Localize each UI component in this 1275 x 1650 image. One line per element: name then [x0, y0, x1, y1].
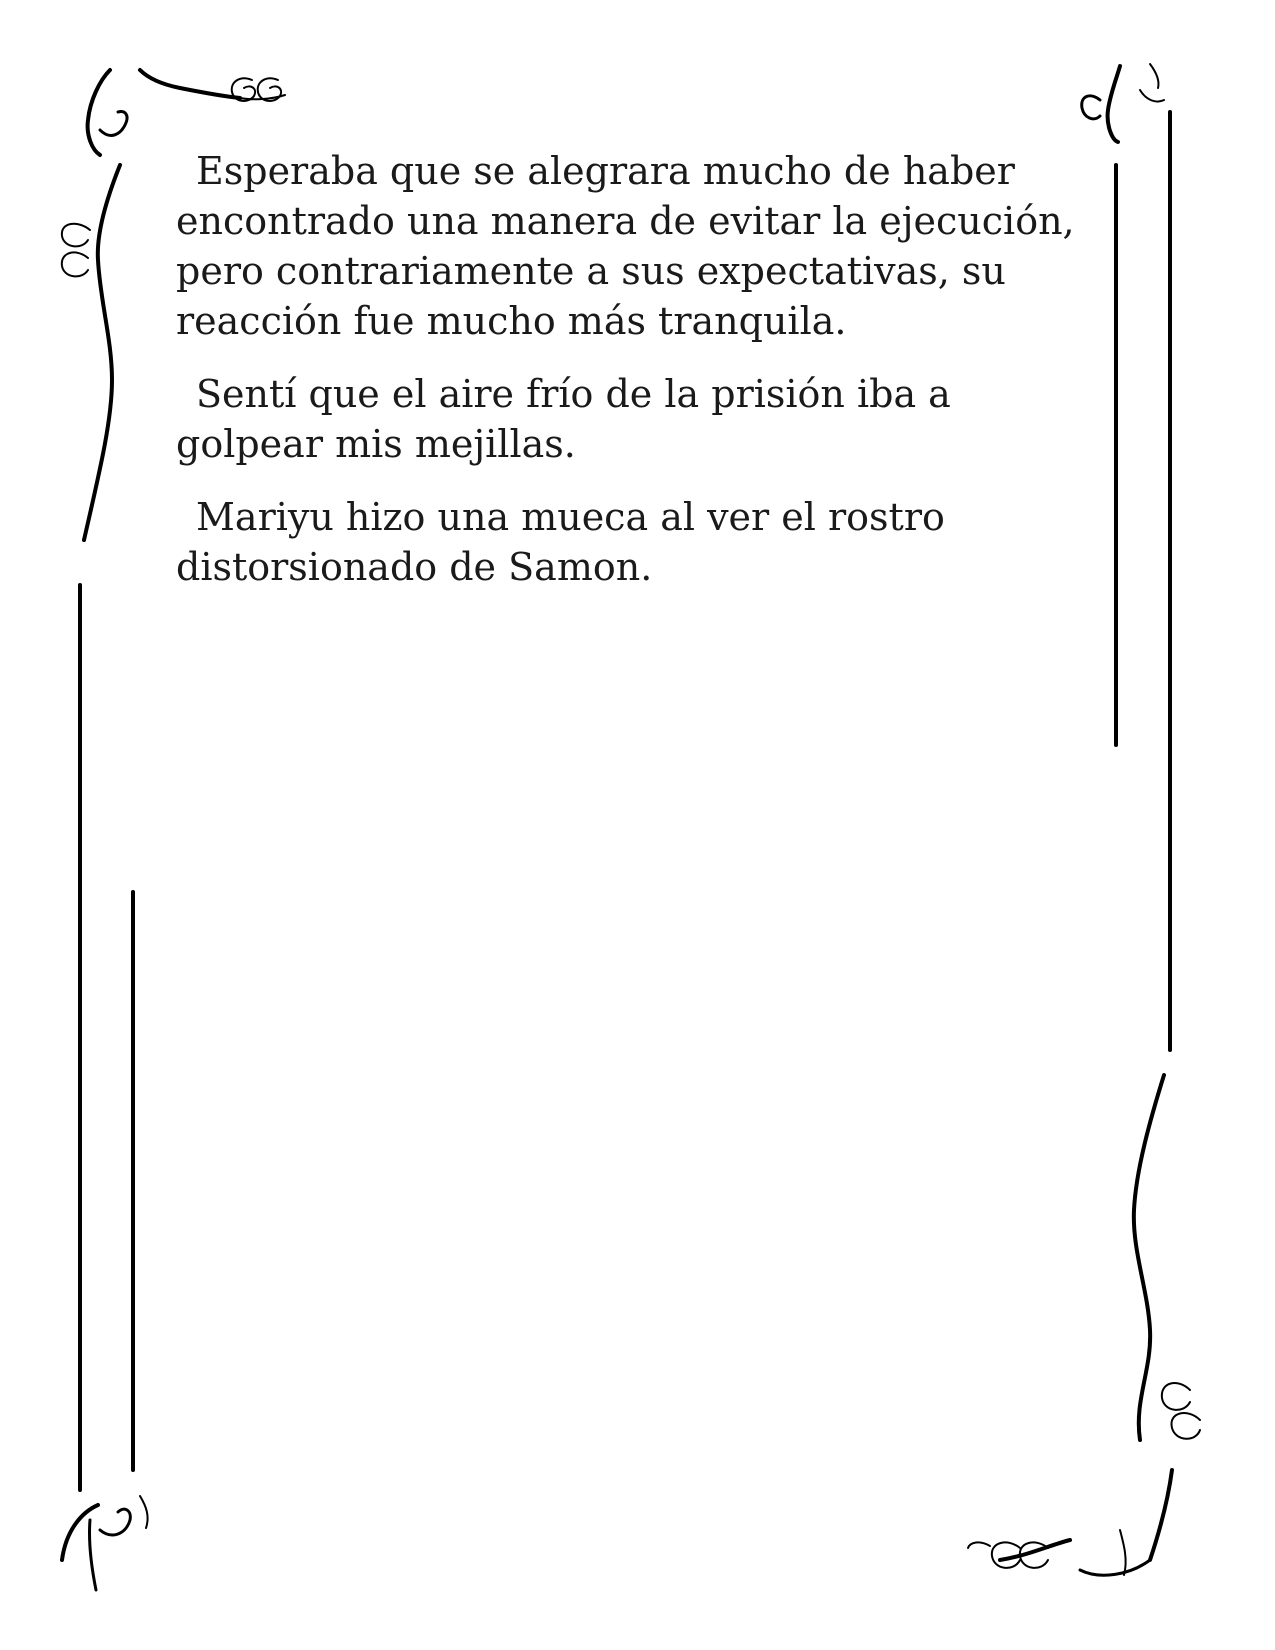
flourish-corner-top-right — [1082, 64, 1170, 1050]
paragraph-1: Esperaba que se alegrara mucho de haber encontrado una manera de evitar la ejecución, pero contrariamente a sus expectativas, su reacción fue mucho más tranquila. — [176, 149, 1075, 343]
flourish-corner-bottom-right — [968, 1075, 1200, 1575]
story-text — [176, 146, 1076, 615]
paragraph-2: Sentí que el aire frío de la prisión iba a golpear mis mejillas. — [176, 372, 951, 466]
flourish-corner-bottom-left — [62, 892, 148, 1590]
paragraph-3: Mariyu hizo una mueca al ver el rostro distorsionado de Samon. — [176, 495, 945, 589]
